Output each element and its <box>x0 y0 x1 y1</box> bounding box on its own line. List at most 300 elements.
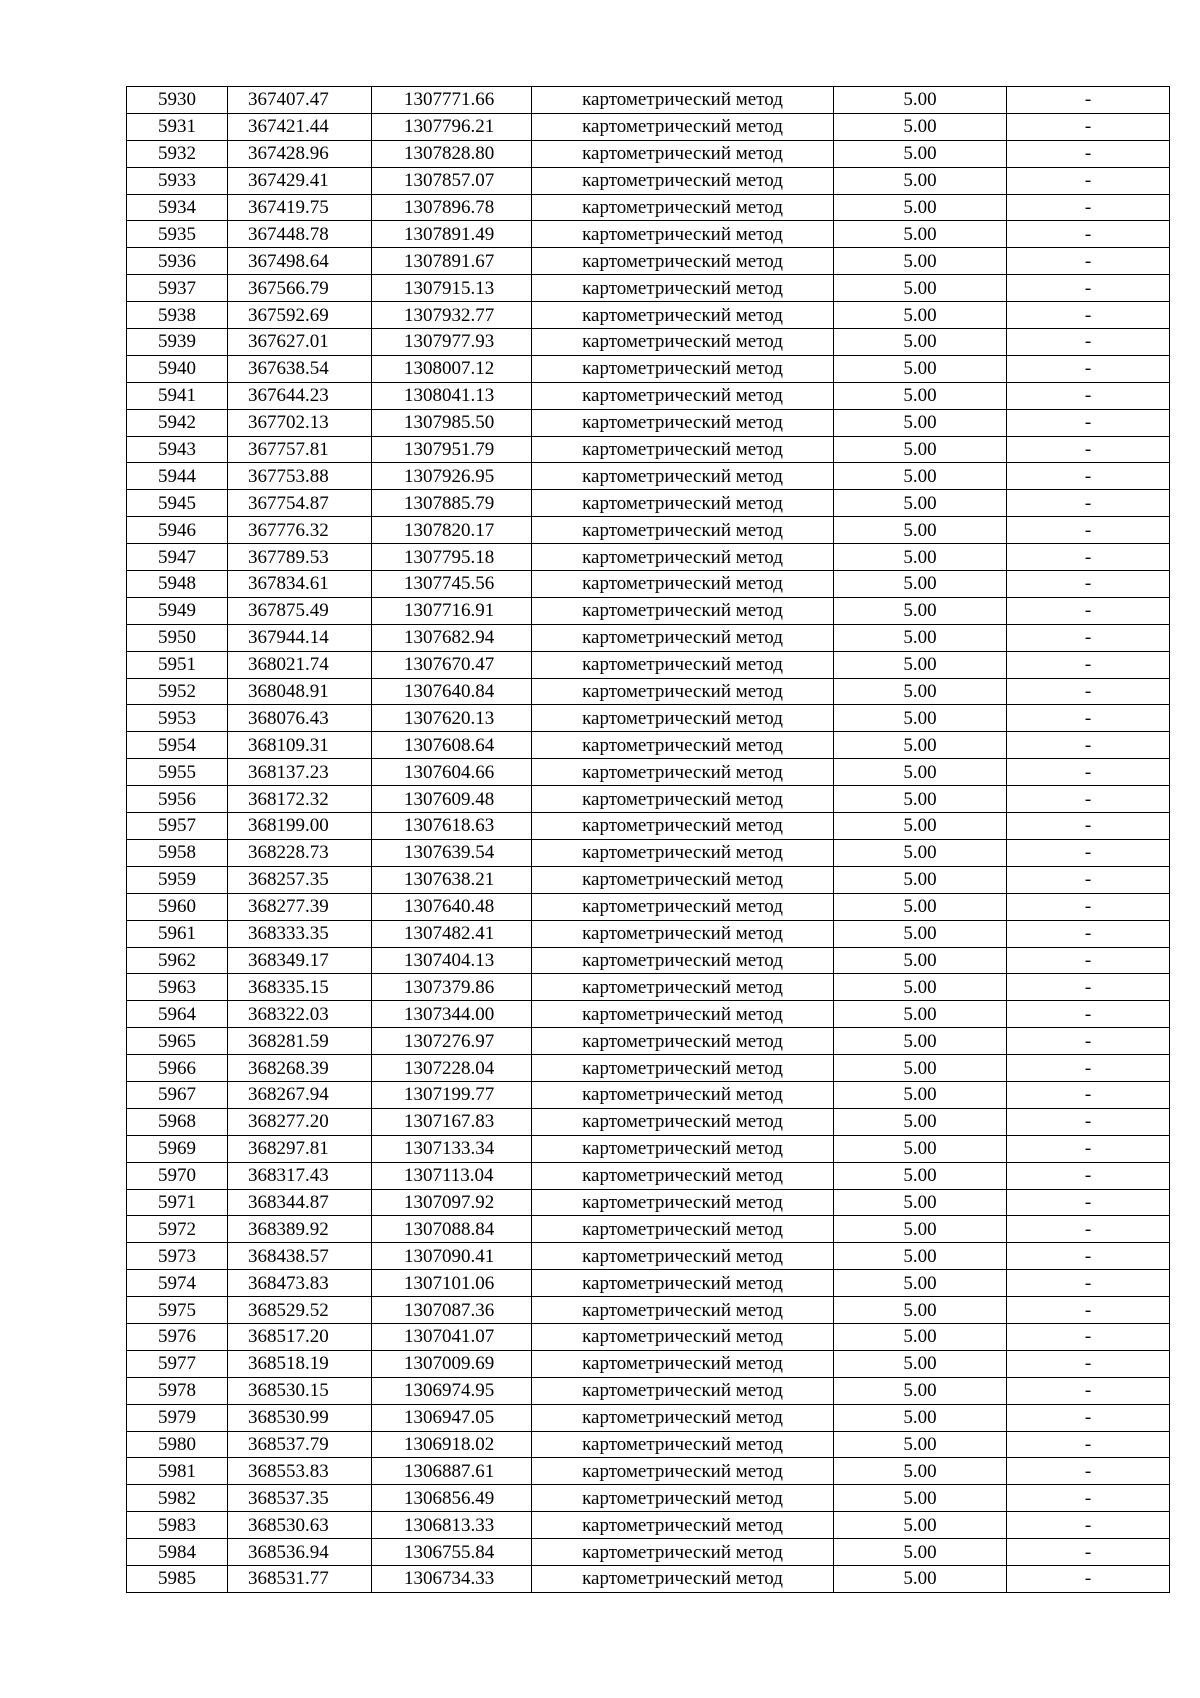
table-row <box>127 1001 1170 1028</box>
point-number-cell: 5945 <box>127 490 228 517</box>
table-row <box>127 1189 1170 1216</box>
y-coordinate-cell: 1306947.05 <box>372 1404 532 1431</box>
point-number-cell: 5940 <box>127 355 228 382</box>
accuracy-cell: 5.00 <box>834 705 1007 732</box>
method-cell: картометрический метод <box>532 1081 834 1108</box>
note-cell: - <box>1007 113 1170 140</box>
method-cell: картометрический метод <box>532 194 834 221</box>
note-cell: - <box>1007 1350 1170 1377</box>
y-coordinate-cell: 1307087.36 <box>372 1297 532 1324</box>
note-cell: - <box>1007 436 1170 463</box>
note-cell: - <box>1007 893 1170 920</box>
x-coordinate-cell: 368438.57 <box>228 1243 372 1270</box>
note-cell: - <box>1007 786 1170 813</box>
y-coordinate-cell: 1306755.84 <box>372 1539 532 1566</box>
y-coordinate-cell: 1307618.63 <box>372 813 532 840</box>
accuracy-cell: 5.00 <box>834 866 1007 893</box>
y-coordinate-cell: 1307638.21 <box>372 866 532 893</box>
y-coordinate-cell: 1307276.97 <box>372 1028 532 1055</box>
y-coordinate-cell: 1307640.48 <box>372 893 532 920</box>
point-number-cell: 5984 <box>127 1539 228 1566</box>
note-cell: - <box>1007 87 1170 114</box>
table-row <box>127 571 1170 598</box>
table-row <box>127 248 1170 275</box>
method-cell: картометрический метод <box>532 1216 834 1243</box>
x-coordinate-cell: 368333.35 <box>228 920 372 947</box>
x-coordinate-cell: 368048.91 <box>228 678 372 705</box>
note-cell: - <box>1007 275 1170 302</box>
y-coordinate-cell: 1307482.41 <box>372 920 532 947</box>
table-row <box>127 1323 1170 1350</box>
method-cell: картометрический метод <box>532 759 834 786</box>
accuracy-cell: 5.00 <box>834 1135 1007 1162</box>
table-row <box>127 382 1170 409</box>
method-cell: картометрический метод <box>532 651 834 678</box>
x-coordinate-cell: 367448.78 <box>228 221 372 248</box>
accuracy-cell: 5.00 <box>834 651 1007 678</box>
y-coordinate-cell: 1307796.21 <box>372 113 532 140</box>
method-cell: картометрический метод <box>532 463 834 490</box>
point-number-cell: 5957 <box>127 813 228 840</box>
note-cell: - <box>1007 866 1170 893</box>
method-cell: картометрический метод <box>532 1485 834 1512</box>
x-coordinate-cell: 367757.81 <box>228 436 372 463</box>
point-number-cell: 5966 <box>127 1055 228 1082</box>
y-coordinate-cell: 1307113.04 <box>372 1162 532 1189</box>
table-row <box>127 194 1170 221</box>
table-row <box>127 974 1170 1001</box>
accuracy-cell: 5.00 <box>834 947 1007 974</box>
accuracy-cell: 5.00 <box>834 732 1007 759</box>
accuracy-cell: 5.00 <box>834 1458 1007 1485</box>
y-coordinate-cell: 1307885.79 <box>372 490 532 517</box>
accuracy-cell: 5.00 <box>834 221 1007 248</box>
y-coordinate-cell: 1306856.49 <box>372 1485 532 1512</box>
x-coordinate-cell: 367627.01 <box>228 329 372 356</box>
method-cell: картометрический метод <box>532 140 834 167</box>
x-coordinate-cell: 368530.99 <box>228 1404 372 1431</box>
table-row <box>127 678 1170 705</box>
accuracy-cell: 5.00 <box>834 920 1007 947</box>
point-number-cell: 5953 <box>127 705 228 732</box>
x-coordinate-cell: 368537.35 <box>228 1485 372 1512</box>
point-number-cell: 5935 <box>127 221 228 248</box>
method-cell: картометрический метод <box>532 355 834 382</box>
y-coordinate-cell: 1307771.66 <box>372 87 532 114</box>
note-cell: - <box>1007 1431 1170 1458</box>
table-row <box>127 866 1170 893</box>
method-cell: картометрический метод <box>532 1001 834 1028</box>
accuracy-cell: 5.00 <box>834 1404 1007 1431</box>
method-cell: картометрический метод <box>532 705 834 732</box>
point-number-cell: 5936 <box>127 248 228 275</box>
note-cell: - <box>1007 1323 1170 1350</box>
method-cell: картометрический метод <box>532 1162 834 1189</box>
accuracy-cell: 5.00 <box>834 1028 1007 1055</box>
note-cell: - <box>1007 355 1170 382</box>
point-number-cell: 5949 <box>127 597 228 624</box>
x-coordinate-cell: 368517.20 <box>228 1323 372 1350</box>
note-cell: - <box>1007 302 1170 329</box>
table-row <box>127 1055 1170 1082</box>
note-cell: - <box>1007 1512 1170 1539</box>
y-coordinate-cell: 1306918.02 <box>372 1431 532 1458</box>
point-number-cell: 5950 <box>127 624 228 651</box>
accuracy-cell: 5.00 <box>834 302 1007 329</box>
note-cell: - <box>1007 1055 1170 1082</box>
x-coordinate-cell: 367834.61 <box>228 571 372 598</box>
y-coordinate-cell: 1307088.84 <box>372 1216 532 1243</box>
x-coordinate-cell: 368344.87 <box>228 1189 372 1216</box>
y-coordinate-cell: 1307745.56 <box>372 571 532 598</box>
y-coordinate-cell: 1307608.64 <box>372 732 532 759</box>
method-cell: картометрический метод <box>532 974 834 1001</box>
y-coordinate-cell: 1307041.07 <box>372 1323 532 1350</box>
x-coordinate-cell: 367875.49 <box>228 597 372 624</box>
table-row <box>127 1270 1170 1297</box>
note-cell: - <box>1007 1404 1170 1431</box>
y-coordinate-cell: 1307639.54 <box>372 839 532 866</box>
x-coordinate-cell: 367566.79 <box>228 275 372 302</box>
method-cell: картометрический метод <box>532 678 834 705</box>
x-coordinate-cell: 368257.35 <box>228 866 372 893</box>
y-coordinate-cell: 1307670.47 <box>372 651 532 678</box>
x-coordinate-cell: 367638.54 <box>228 355 372 382</box>
y-coordinate-cell: 1306734.33 <box>372 1565 532 1592</box>
method-cell: картометрический метод <box>532 409 834 436</box>
note-cell: - <box>1007 1565 1170 1592</box>
y-coordinate-cell: 1307932.77 <box>372 302 532 329</box>
table-row <box>127 409 1170 436</box>
x-coordinate-cell: 368536.94 <box>228 1539 372 1566</box>
note-cell: - <box>1007 974 1170 1001</box>
method-cell: картометрический метод <box>532 1297 834 1324</box>
x-coordinate-cell: 368335.15 <box>228 974 372 1001</box>
table-row <box>127 1350 1170 1377</box>
point-number-cell: 5974 <box>127 1270 228 1297</box>
x-coordinate-cell: 368267.94 <box>228 1081 372 1108</box>
accuracy-cell: 5.00 <box>834 409 1007 436</box>
point-number-cell: 5982 <box>127 1485 228 1512</box>
accuracy-cell: 5.00 <box>834 1485 1007 1512</box>
point-number-cell: 5944 <box>127 463 228 490</box>
note-cell: - <box>1007 1189 1170 1216</box>
table-row <box>127 1485 1170 1512</box>
method-cell: картометрический метод <box>532 436 834 463</box>
accuracy-cell: 5.00 <box>834 1377 1007 1404</box>
method-cell: картометрический метод <box>532 893 834 920</box>
x-coordinate-cell: 367407.47 <box>228 87 372 114</box>
note-cell: - <box>1007 544 1170 571</box>
accuracy-cell: 5.00 <box>834 1189 1007 1216</box>
x-coordinate-cell: 368281.59 <box>228 1028 372 1055</box>
method-cell: картометрический метод <box>532 221 834 248</box>
table-row <box>127 463 1170 490</box>
x-coordinate-cell: 368530.63 <box>228 1512 372 1539</box>
method-cell: картометрический метод <box>532 382 834 409</box>
method-cell: картометрический метод <box>532 544 834 571</box>
method-cell: картометрический метод <box>532 329 834 356</box>
note-cell: - <box>1007 1270 1170 1297</box>
note-cell: - <box>1007 947 1170 974</box>
y-coordinate-cell: 1307404.13 <box>372 947 532 974</box>
point-number-cell: 5978 <box>127 1377 228 1404</box>
note-cell: - <box>1007 1216 1170 1243</box>
y-coordinate-cell: 1307951.79 <box>372 436 532 463</box>
method-cell: картометрический метод <box>532 248 834 275</box>
note-cell: - <box>1007 920 1170 947</box>
note-cell: - <box>1007 839 1170 866</box>
accuracy-cell: 5.00 <box>834 1539 1007 1566</box>
point-number-cell: 5975 <box>127 1297 228 1324</box>
note-cell: - <box>1007 1243 1170 1270</box>
table-row <box>127 759 1170 786</box>
accuracy-cell: 5.00 <box>834 517 1007 544</box>
point-number-cell: 5956 <box>127 786 228 813</box>
method-cell: картометрический метод <box>532 1458 834 1485</box>
point-number-cell: 5971 <box>127 1189 228 1216</box>
x-coordinate-cell: 368349.17 <box>228 947 372 974</box>
y-coordinate-cell: 1307915.13 <box>372 275 532 302</box>
point-number-cell: 5948 <box>127 571 228 598</box>
method-cell: картометрический метод <box>532 597 834 624</box>
method-cell: картометрический метод <box>532 87 834 114</box>
y-coordinate-cell: 1307604.66 <box>372 759 532 786</box>
x-coordinate-cell: 367944.14 <box>228 624 372 651</box>
point-number-cell: 5962 <box>127 947 228 974</box>
y-coordinate-cell: 1307716.91 <box>372 597 532 624</box>
table-row <box>127 1162 1170 1189</box>
note-cell: - <box>1007 1377 1170 1404</box>
method-cell: картометрический метод <box>532 1512 834 1539</box>
table-row <box>127 302 1170 329</box>
table-row <box>127 920 1170 947</box>
note-cell: - <box>1007 759 1170 786</box>
accuracy-cell: 5.00 <box>834 1055 1007 1082</box>
method-cell: картометрический метод <box>532 920 834 947</box>
method-cell: картометрический метод <box>532 1108 834 1135</box>
table-row <box>127 1565 1170 1592</box>
accuracy-cell: 5.00 <box>834 839 1007 866</box>
point-number-cell: 5983 <box>127 1512 228 1539</box>
y-coordinate-cell: 1307090.41 <box>372 1243 532 1270</box>
accuracy-cell: 5.00 <box>834 194 1007 221</box>
x-coordinate-cell: 368268.39 <box>228 1055 372 1082</box>
point-number-cell: 5943 <box>127 436 228 463</box>
note-cell: - <box>1007 463 1170 490</box>
method-cell: картометрический метод <box>532 1055 834 1082</box>
x-coordinate-cell: 368137.23 <box>228 759 372 786</box>
table-row <box>127 624 1170 651</box>
table-row <box>127 1377 1170 1404</box>
y-coordinate-cell: 1307097.92 <box>372 1189 532 1216</box>
table-row <box>127 1431 1170 1458</box>
point-number-cell: 5968 <box>127 1108 228 1135</box>
table-row <box>127 1216 1170 1243</box>
method-cell: картометрический метод <box>532 1323 834 1350</box>
note-cell: - <box>1007 624 1170 651</box>
accuracy-cell: 5.00 <box>834 1270 1007 1297</box>
y-coordinate-cell: 1307891.49 <box>372 221 532 248</box>
x-coordinate-cell: 367592.69 <box>228 302 372 329</box>
method-cell: картометрический метод <box>532 1377 834 1404</box>
x-coordinate-cell: 368228.73 <box>228 839 372 866</box>
y-coordinate-cell: 1307609.48 <box>372 786 532 813</box>
note-cell: - <box>1007 382 1170 409</box>
note-cell: - <box>1007 705 1170 732</box>
accuracy-cell: 5.00 <box>834 1323 1007 1350</box>
point-number-cell: 5977 <box>127 1350 228 1377</box>
note-cell: - <box>1007 194 1170 221</box>
point-number-cell: 5976 <box>127 1323 228 1350</box>
point-number-cell: 5947 <box>127 544 228 571</box>
method-cell: картометрический метод <box>532 866 834 893</box>
point-number-cell: 5938 <box>127 302 228 329</box>
x-coordinate-cell: 368277.20 <box>228 1108 372 1135</box>
note-cell: - <box>1007 1001 1170 1028</box>
method-cell: картометрический метод <box>532 839 834 866</box>
x-coordinate-cell: 367428.96 <box>228 140 372 167</box>
y-coordinate-cell: 1307101.06 <box>372 1270 532 1297</box>
x-coordinate-cell: 368277.39 <box>228 893 372 920</box>
x-coordinate-cell: 368473.83 <box>228 1270 372 1297</box>
y-coordinate-cell: 1307828.80 <box>372 140 532 167</box>
note-cell: - <box>1007 597 1170 624</box>
accuracy-cell: 5.00 <box>834 624 1007 651</box>
x-coordinate-cell: 368531.77 <box>228 1565 372 1592</box>
point-number-cell: 5963 <box>127 974 228 1001</box>
table-row <box>127 597 1170 624</box>
note-cell: - <box>1007 1135 1170 1162</box>
method-cell: картометрический метод <box>532 1350 834 1377</box>
method-cell: картометрический метод <box>532 1431 834 1458</box>
accuracy-cell: 5.00 <box>834 1162 1007 1189</box>
y-coordinate-cell: 1307009.69 <box>372 1350 532 1377</box>
note-cell: - <box>1007 813 1170 840</box>
accuracy-cell: 5.00 <box>834 1512 1007 1539</box>
accuracy-cell: 5.00 <box>834 786 1007 813</box>
point-number-cell: 5967 <box>127 1081 228 1108</box>
accuracy-cell: 5.00 <box>834 759 1007 786</box>
point-number-cell: 5952 <box>127 678 228 705</box>
table-row <box>127 1243 1170 1270</box>
table-row <box>127 1081 1170 1108</box>
accuracy-cell: 5.00 <box>834 571 1007 598</box>
point-number-cell: 5979 <box>127 1404 228 1431</box>
point-number-cell: 5970 <box>127 1162 228 1189</box>
point-number-cell: 5959 <box>127 866 228 893</box>
accuracy-cell: 5.00 <box>834 248 1007 275</box>
note-cell: - <box>1007 1108 1170 1135</box>
accuracy-cell: 5.00 <box>834 329 1007 356</box>
point-number-cell: 5933 <box>127 167 228 194</box>
y-coordinate-cell: 1307620.13 <box>372 705 532 732</box>
method-cell: картометрический метод <box>532 167 834 194</box>
table-row <box>127 275 1170 302</box>
x-coordinate-cell: 368297.81 <box>228 1135 372 1162</box>
table-row <box>127 705 1170 732</box>
accuracy-cell: 5.00 <box>834 1001 1007 1028</box>
accuracy-cell: 5.00 <box>834 974 1007 1001</box>
y-coordinate-cell: 1307896.78 <box>372 194 532 221</box>
note-cell: - <box>1007 732 1170 759</box>
note-cell: - <box>1007 1162 1170 1189</box>
y-coordinate-cell: 1307795.18 <box>372 544 532 571</box>
x-coordinate-cell: 368172.32 <box>228 786 372 813</box>
y-coordinate-cell: 1307985.50 <box>372 409 532 436</box>
method-cell: картометрический метод <box>532 571 834 598</box>
y-coordinate-cell: 1307133.34 <box>372 1135 532 1162</box>
table-row <box>127 140 1170 167</box>
accuracy-cell: 5.00 <box>834 1350 1007 1377</box>
method-cell: картометрический метод <box>532 1565 834 1592</box>
point-number-cell: 5973 <box>127 1243 228 1270</box>
note-cell: - <box>1007 221 1170 248</box>
point-number-cell: 5964 <box>127 1001 228 1028</box>
point-number-cell: 5931 <box>127 113 228 140</box>
accuracy-cell: 5.00 <box>834 597 1007 624</box>
accuracy-cell: 5.00 <box>834 1565 1007 1592</box>
table-row <box>127 1539 1170 1566</box>
method-cell: картометрический метод <box>532 1135 834 1162</box>
table-row <box>127 1404 1170 1431</box>
y-coordinate-cell: 1306887.61 <box>372 1458 532 1485</box>
accuracy-cell: 5.00 <box>834 167 1007 194</box>
y-coordinate-cell: 1307857.07 <box>372 167 532 194</box>
method-cell: картометрический метод <box>532 947 834 974</box>
accuracy-cell: 5.00 <box>834 140 1007 167</box>
table-row <box>127 813 1170 840</box>
accuracy-cell: 5.00 <box>834 544 1007 571</box>
point-number-cell: 5980 <box>127 1431 228 1458</box>
point-number-cell: 5941 <box>127 382 228 409</box>
x-coordinate-cell: 368317.43 <box>228 1162 372 1189</box>
table-row <box>127 355 1170 382</box>
table-row <box>127 1297 1170 1324</box>
note-cell: - <box>1007 490 1170 517</box>
table-row <box>127 1458 1170 1485</box>
accuracy-cell: 5.00 <box>834 813 1007 840</box>
x-coordinate-cell: 367754.87 <box>228 490 372 517</box>
x-coordinate-cell: 368021.74 <box>228 651 372 678</box>
table-row <box>127 167 1170 194</box>
point-number-cell: 5960 <box>127 893 228 920</box>
table-row <box>127 732 1170 759</box>
x-coordinate-cell: 368389.92 <box>228 1216 372 1243</box>
accuracy-cell: 5.00 <box>834 382 1007 409</box>
table-row <box>127 490 1170 517</box>
method-cell: картометрический метод <box>532 1243 834 1270</box>
table-row <box>127 544 1170 571</box>
method-cell: картометрический метод <box>532 1539 834 1566</box>
accuracy-cell: 5.00 <box>834 1431 1007 1458</box>
accuracy-cell: 5.00 <box>834 87 1007 114</box>
x-coordinate-cell: 367789.53 <box>228 544 372 571</box>
x-coordinate-cell: 367776.32 <box>228 517 372 544</box>
coordinates-table-body <box>127 87 1170 1593</box>
point-number-cell: 5985 <box>127 1565 228 1592</box>
point-number-cell: 5939 <box>127 329 228 356</box>
table-row <box>127 839 1170 866</box>
y-coordinate-cell: 1307199.77 <box>372 1081 532 1108</box>
note-cell: - <box>1007 571 1170 598</box>
x-coordinate-cell: 368529.52 <box>228 1297 372 1324</box>
point-number-cell: 5965 <box>127 1028 228 1055</box>
note-cell: - <box>1007 517 1170 544</box>
table-row <box>127 329 1170 356</box>
method-cell: картометрический метод <box>532 624 834 651</box>
point-number-cell: 5955 <box>127 759 228 786</box>
